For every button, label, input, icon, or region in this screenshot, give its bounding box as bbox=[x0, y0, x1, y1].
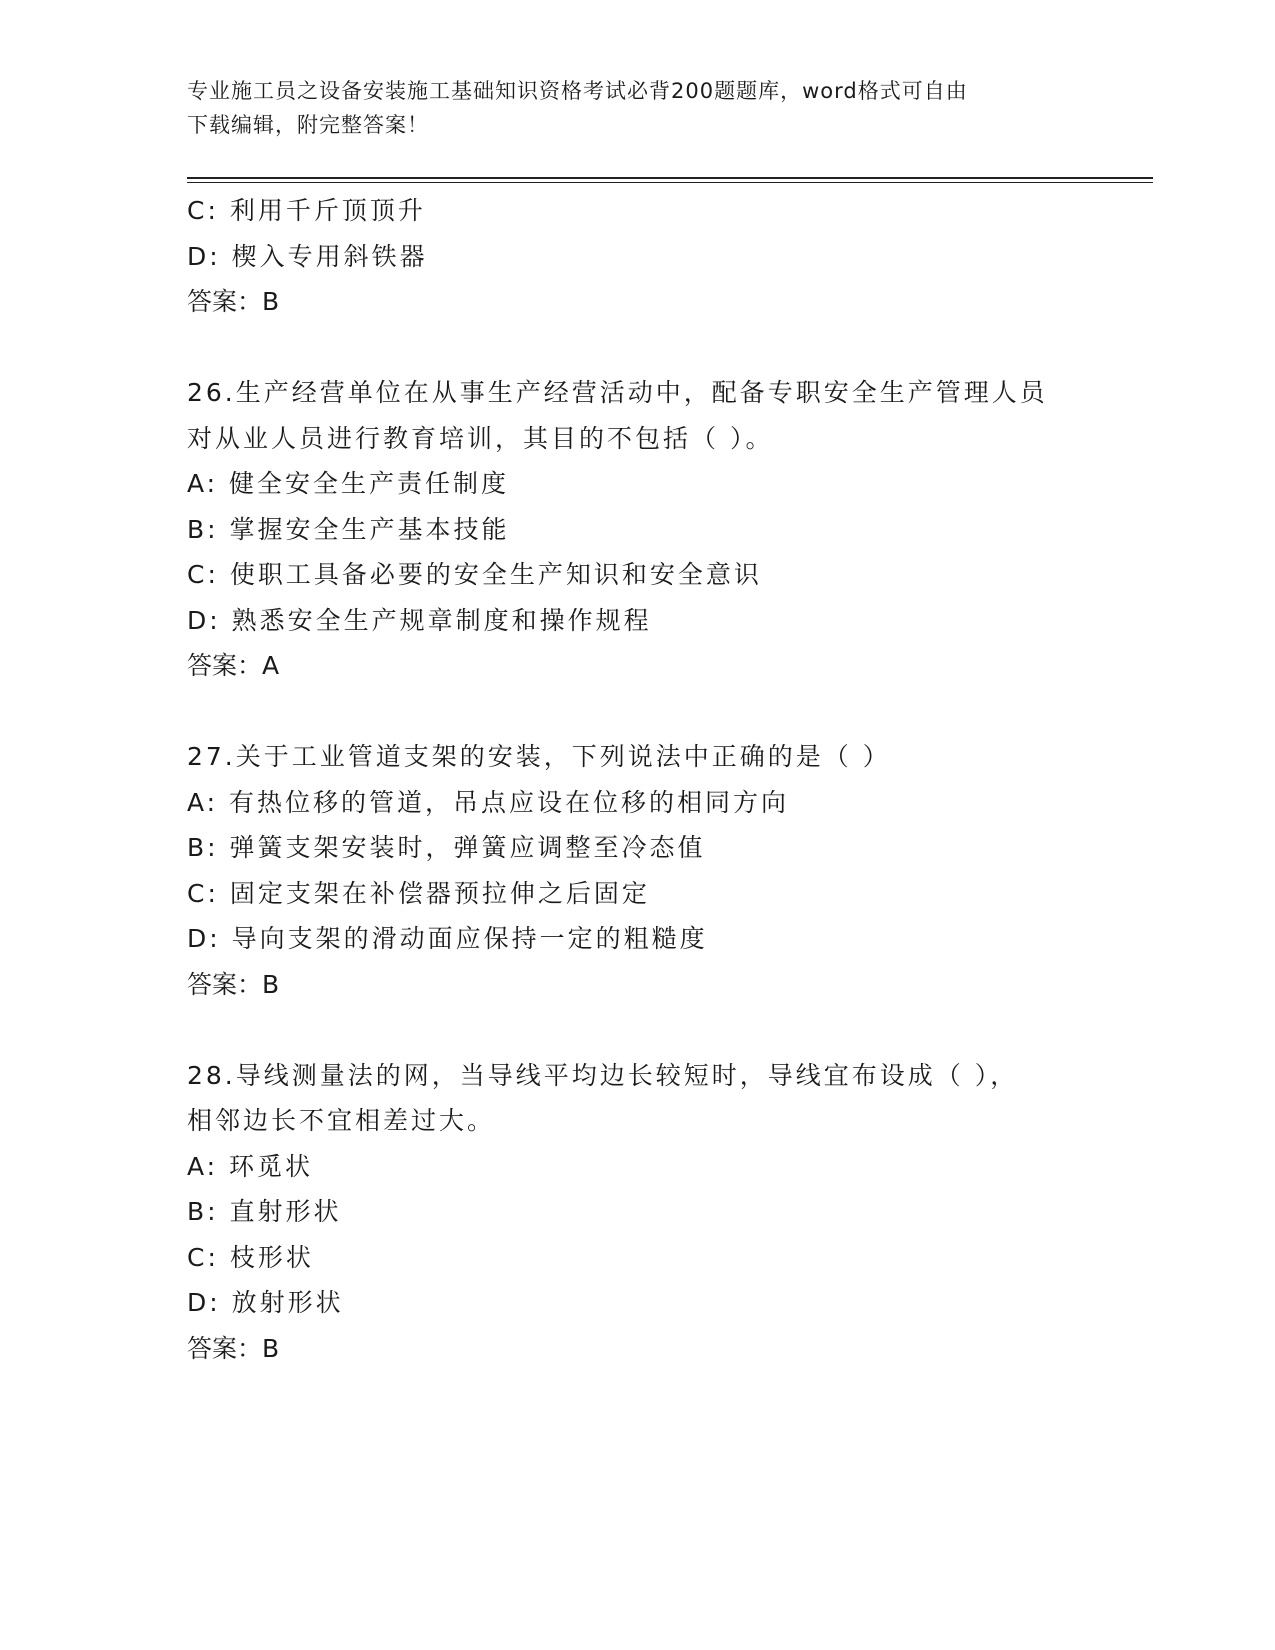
option-c: C: 固定支架在补偿器预拉伸之后固定 bbox=[187, 878, 650, 908]
option-c: C: 利用千斤顶顶升 bbox=[187, 196, 426, 225]
option-d: D: 楔入专用斜铁器 bbox=[187, 241, 428, 271]
option-b: B: 掌握安全生产基本技能 bbox=[187, 514, 510, 544]
option-d: D: 放射形状 bbox=[187, 1288, 344, 1317]
header-divider-thick bbox=[187, 177, 1153, 179]
answer-line: 答案：A bbox=[187, 651, 280, 680]
spacer bbox=[187, 1007, 1087, 1053]
answer-line: 答案：B bbox=[187, 287, 280, 316]
question-26 bbox=[187, 370, 1087, 689]
option-b: B: 弹簧支架安装时，弹簧应调整至冷态值 bbox=[187, 833, 706, 862]
answer-line: 答案：B bbox=[187, 1333, 280, 1363]
option-a: A: 有热位移的管道，吊点应设在位移的相同方向 bbox=[187, 787, 790, 817]
question-28 bbox=[187, 1053, 1087, 1372]
question-stem-line: 对从业人员进行教育培训，其目的不包括（ ）。 bbox=[187, 423, 774, 453]
document-header bbox=[187, 74, 1067, 142]
question-27 bbox=[187, 734, 1087, 1007]
option-c: C: 枝形状 bbox=[187, 1242, 314, 1272]
question-stem-line: 26.生产经营单位在从事生产经营活动中，配备专职安全生产管理人员 bbox=[187, 378, 1048, 407]
option-d: D: 熟悉安全生产规章制度和操作规程 bbox=[187, 605, 652, 635]
answer-line: 答案：B bbox=[187, 969, 280, 999]
spacer bbox=[187, 689, 1087, 735]
option-b: B: 直射形状 bbox=[187, 1197, 342, 1226]
question-25-continued bbox=[187, 188, 1087, 325]
document-body bbox=[187, 188, 1087, 1371]
question-stem-line: 27.关于工业管道支架的安装，下列说法中正确的是（ ） bbox=[187, 742, 891, 771]
header-title-line-2: 下载编辑，附完整答案！ bbox=[187, 113, 429, 137]
option-a: A: 健全安全生产责任制度 bbox=[187, 469, 510, 498]
question-stem-line: 28.导线测量法的网，当导线平均边长较短时，导线宜布设成（ ）， bbox=[187, 1060, 1019, 1090]
header-title-line-1: 专业施工员之设备安装施工基础知识资格考试必背200题题库，word格式可自由 bbox=[187, 79, 968, 103]
header-divider-thin bbox=[187, 182, 1153, 183]
spacer bbox=[187, 325, 1087, 371]
option-c: C: 使职工具备必要的安全生产知识和安全意识 bbox=[187, 560, 762, 589]
option-d: D: 导向支架的滑动面应保持一定的粗糙度 bbox=[187, 924, 708, 953]
question-stem-line: 相邻边长不宜相差过大。 bbox=[187, 1106, 496, 1135]
option-a: A: 环觅状 bbox=[187, 1151, 314, 1181]
